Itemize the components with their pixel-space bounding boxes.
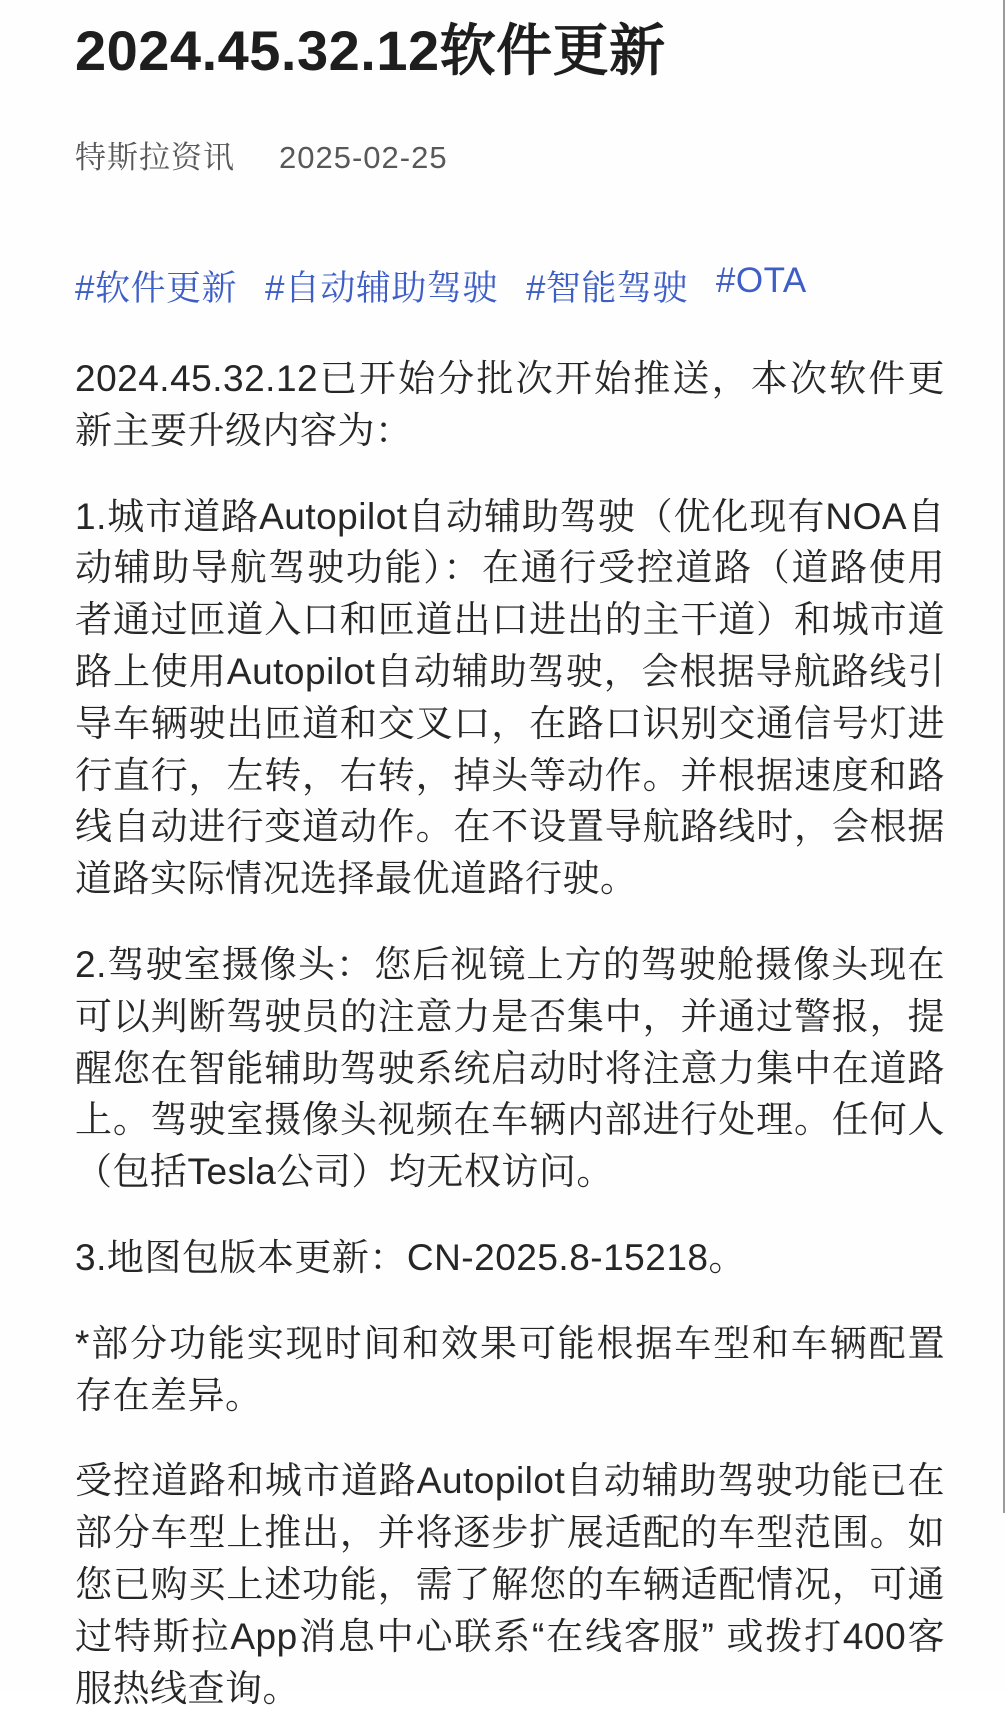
hashtag-link[interactable]: #自动辅助驾驶: [264, 269, 498, 308]
article-date: 2025-02-25: [279, 140, 448, 175]
hashtag-link[interactable]: #OTA: [715, 261, 807, 300]
article-byline: [75, 132, 945, 177]
article-paragraph: 1.城市道路Autopilot自动辅助驾驶（优化现有NOA自动辅助导航驾驶功能）：在通行受控道路（道路使用者通过匝道入口和匝道出口进出的主干道）和城市道路上使用Autopilot自动辅助驾驶，会根据导航路线引导车辆驶出匝道和交叉口，在路口识别交通信号灯进行直行，左转，右转，掉头等动作。并根据速度和路线自动进行变道动作。在不设置导航路线时，会根据道路实际情况选择最优道路行驶。: [75, 495, 945, 900]
page-edge-line: [1003, 0, 1005, 1513]
article-source: 特斯拉资讯: [75, 140, 235, 175]
article-paragraph: 2024.45.32.12已开始分批次开始推送，本次软件更新主要升级内容为：: [75, 358, 945, 451]
article-body: [75, 353, 945, 1714]
article-paragraph: 3.地图包版本更新：CN-2025.8-15218。: [75, 1236, 746, 1278]
tag-list: [75, 261, 945, 311]
hashtag-link[interactable]: #软件更新: [75, 269, 237, 308]
article-paragraph: 2.驾驶室摄像头：您后视镜上方的驾驶舱摄像头现在可以判断驾驶员的注意力是否集中，并通过警报，提醒您在智能辅助驾驶系统启动时将注意力集中在道路上。驾驶室摄像头视频在车辆内部进行处理。任何人（包括Tesla公司）均无权访问。: [75, 943, 945, 1193]
article-title: 2024.45.32.12软件更新: [75, 19, 666, 82]
hashtag-link[interactable]: #智能驾驶: [525, 269, 688, 308]
article-paragraph: 受控道路和城市道路Autopilot自动辅助驾驶功能已在部分车型上推出，并将逐步扩展适配的车型范围。如您已购买上述功能，需了解您的车辆适配情况，可通过特斯拉App消息中心联系“在线客服” 或拨打400客服热线查询。: [75, 1460, 945, 1709]
article-paragraph: *部分功能实现时间和效果可能根据车型和车辆配置存在差异。: [75, 1322, 945, 1416]
